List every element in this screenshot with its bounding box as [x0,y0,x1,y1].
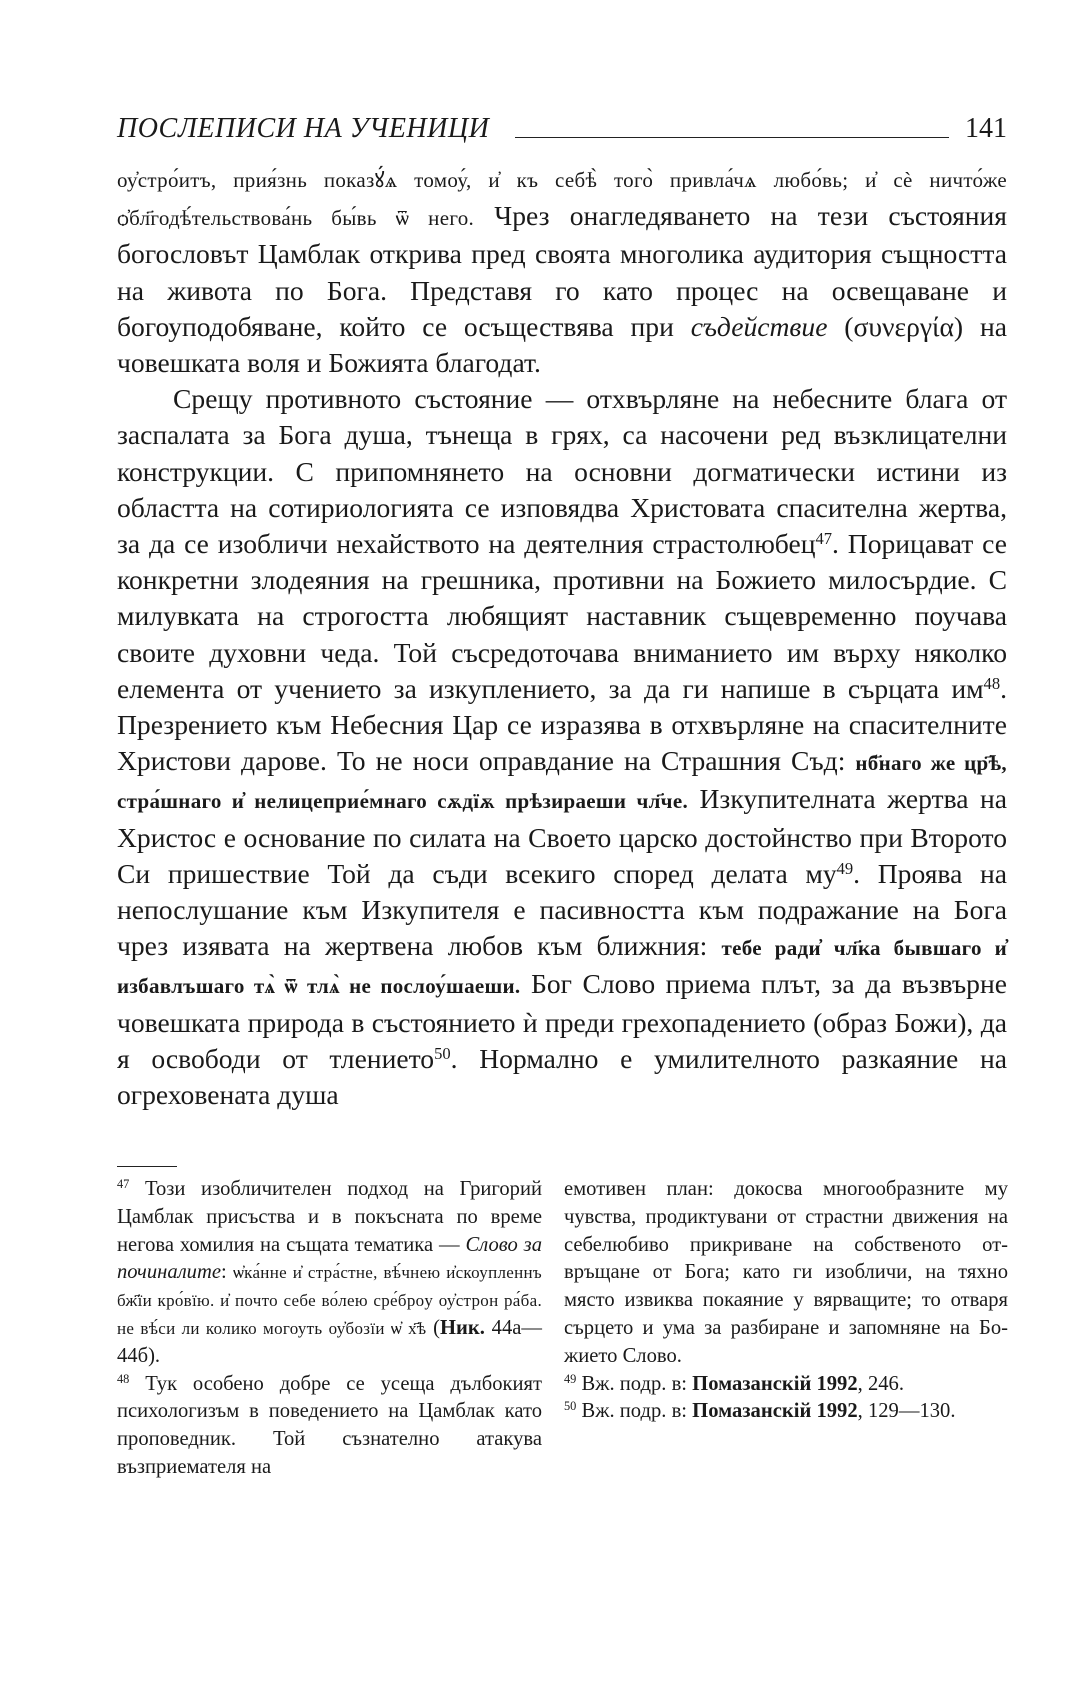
footnote-ref-50[interactable]: 50 [434,1043,451,1063]
italic-term: съдействие [690,310,828,342]
running-head [117,112,1007,152]
header-rule [515,137,949,138]
footnote-ref-47[interactable]: 47 [815,528,833,548]
footnote-column-right [564,1176,1008,1426]
church-slavonic-quote: нб҃наго же цр҃ѣ, стра́шнаго и҆ нелицеприе́мнаго сѫдїѫ прѣзираеши чл҃че. [117,751,1007,814]
footnote-rule [117,1166,177,1167]
church-slavonic-quote: тебе ради҆ чл҃ка бывшаго и҆ избавлъшаго тѧ̀ ѿ тлѧ̀ не послоу́шаеши. [117,936,1007,999]
paragraph-1: оу҆стро́итъ, прия́знь показꙋ́ѧ томоу́, и҆ къ себѣ̀ того̀ привла́чѧ любо́вь; и҆ сѐ ничто́же ѻ҆бл҃годѣ́тельствова́нь бы́вь ѿ него. Чрез онагледяването на тези състояния богословът Цамблак открива пред своята многолика аудитория същността на живота по Бога. Представя го като процес на освещаване и богоуподобяване, който се осъществява при съдействие (συνεργία) на човешката воля и Божията благодат. [117,168,1007,379]
footnote-47: $^{47}$ Този изобличителен подход на Григорий Цамблак присъства и в покъсната по време негова хомилия на същата тематика — Слово за починалите: ѡ҆ка́нне и҆ стра́стне, вѣ́чнею и҆скоупленнъ бж҃їи кро́вїю. и҆ почто себе во́лею сре́брoу оу҆строн ра́ба. не вѣ́си ли колико могоуть оу҆бозїи ѡ҆ х҃ѣ (Ник. 44а—44б). [117,1177,542,1367]
footnote-ref-48[interactable]: 48 [983,673,1001,693]
page-number: 141 [965,113,1007,144]
footnote-ref-49[interactable]: 49 [836,858,854,878]
footnote-49: $^{49}$ Вж. подр. в: Помазанскiй 1992, 246. [564,1371,904,1395]
footnote-48: $^{48}$ Тук особено добре се усеща дълбокият психологизъм в поведението на Цамблак като проповедник. Той съзнателно атакува възприемателя на [117,1371,542,1478]
church-slavonic-quote: оу҆стро́итъ, прия́знь показꙋ́ѧ томоу́, и҆ къ себѣ̀ того̀ привла́чѧ любо́вь; и҆ сѐ ничто́же ѻ҆бл҃годѣ́тельствова́нь бы́вь ѿ него. [117,168,1007,231]
footnote-48-continued: емотивен план: докосва многообразните му чувства, продиктувани от страстни движения на себелюбиво прикриване на собственото отвръщане от Бога; като ги изобличи, на тяхно място извиква покаяние у вярващите; то отваря сърцето и ума за разбиране и запомняне на Божието Слово. [564,1178,1008,1367]
running-title: ПОСЛЕПИСИ НА УЧЕНИЦИ [117,113,490,144]
footnote-column-left [117,1176,542,1482]
church-slavonic-quote: ѡ҆ка́нне и҆ стра́стне, вѣ́чнею и҆скоупленнъ бж҃їи кро́вїю. и҆ почто себе во́лею сре́брoу оу҆строн ра́ба. не вѣ́си ли колико могоуть оу҆бозїи ѡ҆ х҃ѣ [117,1263,542,1338]
paragraph-2: Срещу противното състояние — отхвърляне на небесните блага от заспалата за Бога душа, тънеща в грях, са насочени ред възклицателни конструкции. С припомнянето на основни догматически истини из областта на сотириологията се изповядва Христовата спасителна жертва, за да се изобличи нехайството на деятелния страстолюбец$^{47}$. Порицават се конкретни злодеяния на грешника, противни на Божието милосърдие. С милувката на строгостта любящият наставник същевременно поучава своите духовни чеда. Той съсредоточава вниманието им върху няколко елемента от учението за изкуплението, за да ги напише в сърцата $им^{48}$. Презрението към Небесния Цар се изразява в отхвърляне на спасителните Христови дарове. То не носи оправдание на Страшния Съд: нб҃наго же цр҃ѣ, стра́шнаго и҆ нелицеприе́мнаго сѫдїѫ прѣзираеши чл҃че. Изкупителната жертва на Христос е основание по силата на Своето царско достойнство при Второто Си пришествие Той да съди всекиго според делата $му^{49}$. Проява на непослушание към Изкупителя е пасивността към подражание на Бога чрез изявата на жертвена любов към ближния: тебе ради҆ чл҃ка бывшаго и҆ избавлъшаго тѧ̀ ѿ тлѧ̀ не послоу́шаеши. Бог Слово приема плът, за да възвърне човешката природа в състоянието ѝ преди грехопадението (образ Божи), да я освободи от тлението$^{50}$. Нормално е умилителното разкаяние на огреховената душа [117,383,1007,1111]
main-text [117,160,1007,1113]
footnote-50: $^{50}$ Вж. подр. в: Помазанскiй 1992, 129—130. [564,1399,956,1423]
